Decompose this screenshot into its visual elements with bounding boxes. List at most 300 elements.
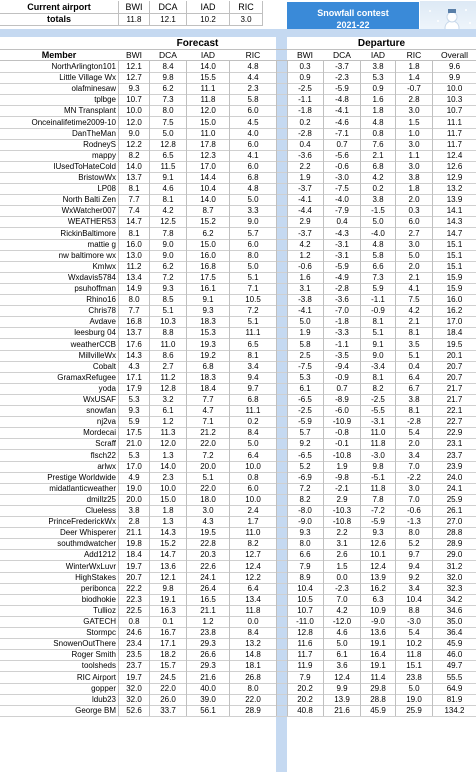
departure-bwi: -2.8 [298, 128, 312, 138]
forecast-bwi: 0.8 [128, 617, 140, 626]
departure-ric: 0.3 [408, 206, 420, 216]
forecast-dca: 19.1 [160, 594, 176, 604]
departure-iad: 12.6 [370, 539, 386, 549]
forecast-ric: 6.0 [247, 161, 259, 171]
table-row [0, 450, 476, 461]
forecast-ric: 12.4 [245, 561, 261, 571]
forecast-iad: 7.1 [202, 417, 214, 427]
table-row [0, 316, 476, 327]
departure-ric: 3.4 [408, 583, 420, 593]
departure-iad: 19.1 [370, 661, 386, 671]
forecast-ric: 5.0 [247, 261, 259, 271]
forecast-ric: 5.1 [247, 317, 259, 327]
departure-iad: 4.2 [372, 173, 384, 182]
forecast-ric: 10.5 [245, 295, 261, 305]
departure-bwi: 0.4 [299, 139, 311, 149]
member-name: yoda [98, 383, 116, 393]
member-name: gopper [91, 683, 116, 693]
total-bwi: 11.8 [126, 15, 142, 24]
member-name: Mordecai [83, 428, 116, 438]
departure-dca: -7.9 [335, 206, 349, 216]
table-row [0, 672, 476, 683]
member-name: North Balti Zen [62, 195, 116, 205]
departure-overall: 55.5 [446, 672, 463, 682]
column-gridline [186, 61, 187, 716]
forecast-ric: 6.4 [247, 583, 259, 593]
forecast-dca: 4.2 [162, 206, 174, 216]
departure-dca: 0.0 [336, 572, 348, 582]
forecast-iad: 26.6 [200, 650, 216, 660]
forecast-dca: 1.3 [162, 517, 174, 527]
forecast-bwi: 13.7 [126, 328, 142, 338]
table-row [0, 594, 476, 605]
departure-overall: 21.7 [446, 383, 463, 393]
departure-dca: -5.9 [335, 261, 349, 271]
forecast-ric: 2.4 [247, 506, 259, 515]
forecast-ric: 11.0 [245, 528, 261, 538]
departure-dca: -3.6 [335, 295, 349, 305]
forecast-ric: 8.0 [247, 250, 259, 260]
departure-dca: -3.0 [335, 173, 349, 182]
forecast-bwi: 22.3 [126, 594, 142, 604]
forecast-dca: 6.1 [162, 406, 174, 416]
forecast-iad: 3.0 [202, 506, 214, 515]
forecast-ric: 22.0 [245, 694, 261, 704]
departure-bwi: -7.5 [298, 361, 312, 371]
forecast-ric: 5.1 [247, 272, 259, 282]
departure-dca: -1.1 [335, 339, 349, 349]
forecast-dca: 10.3 [160, 317, 176, 327]
forecast-bwi: 7.4 [128, 206, 140, 216]
departure-dca: 2.6 [336, 550, 348, 560]
departure-bwi: 5.3 [299, 372, 311, 382]
departure-dca: 4.2 [336, 605, 348, 615]
departure-overall: 19.5 [446, 339, 463, 349]
forecast-dca: 1.8 [162, 506, 174, 515]
table-row [0, 272, 476, 283]
member-name: Rhino16 [86, 295, 116, 305]
member-name: midatlanticweather [49, 483, 116, 493]
forecast-bwi: 19.8 [126, 539, 142, 549]
departure-iad: 3.8 [372, 195, 384, 205]
departure-iad: -3.1 [371, 417, 385, 427]
departure-dca: 3.1 [336, 539, 348, 549]
table-row [0, 183, 476, 194]
member-name: snowfan [86, 406, 116, 416]
departure-overall: 15.1 [446, 239, 463, 249]
member-name: Avdave [89, 317, 116, 327]
forecast-ric: 5.8 [247, 95, 259, 105]
departure-overall: 20.1 [446, 350, 463, 360]
departure-overall: 12.9 [446, 173, 463, 182]
departure-iad: 9.0 [372, 350, 384, 360]
forecast-iad: 6.2 [202, 228, 214, 238]
departure-bwi: 12.8 [297, 628, 313, 638]
forecast-iad: 15.0 [200, 117, 216, 127]
forecast-iad: 56.1 [200, 705, 216, 715]
departure-overall: 13.2 [446, 184, 463, 194]
forecast-ric: 26.8 [245, 672, 261, 682]
forecast-ric: 8.2 [247, 539, 259, 549]
forecast-iad: 23.8 [200, 628, 216, 638]
departure-iad: 0.2 [372, 184, 384, 194]
table-row [0, 205, 476, 216]
departure-overall: 14.1 [446, 206, 463, 216]
forecast-bwi: 12.7 [126, 73, 142, 83]
forecast-iad: 10.4 [200, 184, 216, 194]
forecast-ric: 12.7 [245, 550, 261, 560]
forecast-bwi: 32.0 [126, 683, 142, 693]
forecast-bwi: 14.3 [126, 350, 142, 360]
forecast-dca: 7.3 [162, 95, 174, 105]
forecast-ric: 8.0 [247, 683, 259, 693]
departure-overall: 12.6 [446, 161, 463, 171]
table-row [0, 383, 476, 394]
column-gridline [323, 61, 324, 716]
departure-dca: -4.6 [335, 117, 349, 127]
departure-dca: -4.0 [335, 195, 349, 205]
departure-bwi: 7.9 [299, 561, 311, 571]
forecast-dca: 3.2 [162, 395, 174, 404]
departure-bwi: 40.8 [297, 705, 313, 715]
forecast-ric: 18.1 [245, 661, 261, 671]
forecast-bwi: 5.3 [128, 450, 140, 460]
forecast-dca: 1.3 [162, 450, 174, 460]
forecast-ric: 9.4 [247, 372, 259, 382]
departure-overall: 9.6 [448, 62, 461, 71]
forecast-dca: 12.5 [160, 217, 176, 227]
forecast-dca: 14.3 [160, 528, 176, 538]
departure-bwi: 11.9 [297, 661, 313, 671]
table-row [0, 405, 476, 416]
forecast-ric: 10.0 [245, 494, 261, 504]
forecast-ric: 4.5 [247, 117, 259, 127]
forecast-iad: 7.2 [202, 450, 214, 460]
departure-dca: -3.1 [335, 250, 349, 260]
departure-ric: 2.8 [408, 95, 420, 105]
member-name: psuhoffman [74, 284, 116, 293]
departure-overall: 12.4 [446, 150, 463, 160]
forecast-iad: 39.0 [200, 694, 216, 704]
departure-overall: 20.7 [446, 372, 463, 382]
forecast-dca: 11.5 [160, 161, 176, 171]
departure-dca: -10.3 [332, 506, 352, 515]
departure-bwi: -4.4 [298, 206, 312, 216]
departure-ric: 5.1 [408, 350, 420, 360]
departure-overall: 23.7 [446, 450, 463, 460]
departure-dca: -7.0 [335, 306, 349, 316]
table-row [0, 339, 476, 350]
forecast-bwi: 12.2 [126, 139, 142, 149]
member-name: nw baltimore wx [58, 250, 116, 260]
forecast-iad: 17.8 [200, 139, 216, 149]
departure-overall: 26.1 [446, 506, 463, 515]
forecast-dca: 8.0 [162, 106, 174, 116]
forecast-dca: 17.1 [160, 639, 176, 649]
departure-iad: 5.9 [372, 284, 384, 293]
forecast-ric: 8.1 [247, 350, 259, 360]
table-row [0, 605, 476, 616]
departure-dca: -0.9 [335, 372, 349, 382]
departure-iad: 10.1 [370, 550, 386, 560]
departure-iad: 4.8 [372, 239, 384, 249]
departure-overall: 23.1 [446, 439, 463, 449]
departure-overall: 24.0 [446, 472, 463, 482]
departure-ric: 3.5 [408, 339, 420, 349]
departure-overall: 24.1 [446, 483, 463, 493]
departure-ric: 5.4 [408, 628, 420, 638]
departure-ric: 1.0 [408, 128, 420, 138]
departure-overall: 21.7 [446, 395, 463, 404]
departure-bwi: -5.9 [298, 417, 312, 427]
member-name: GramaxRefugee [57, 372, 116, 382]
departure-ric: 11.8 [406, 650, 422, 660]
column-gridline [118, 61, 119, 716]
table-row [0, 394, 476, 405]
member-name: weatherCCB [70, 339, 116, 349]
departure-bwi: 5.8 [299, 339, 311, 349]
departure-ric: 7.0 [408, 461, 420, 471]
forecast-ric: 6.0 [247, 139, 259, 149]
forecast-iad: 15.3 [200, 328, 216, 338]
departure-iad: 16.2 [370, 583, 386, 593]
table-row [0, 161, 476, 172]
member-name: Kmlwx [92, 261, 116, 271]
departure-dca: 13.9 [334, 694, 350, 704]
forecast-iad: 17.5 [200, 272, 216, 282]
departure-ric: 8.1 [408, 328, 420, 338]
forecast-bwi: 12.0 [126, 117, 142, 127]
departure-iad: 0.8 [372, 128, 384, 138]
departure-dca: -0.8 [335, 428, 349, 438]
forecast-bwi: 10.7 [126, 95, 142, 105]
departure-ric: 1.1 [408, 150, 420, 160]
departure-iad: -9.0 [371, 617, 385, 626]
departure-ric: 9.2 [408, 572, 420, 582]
departure-ric: 7.5 [408, 295, 420, 305]
current-airport-label: Current airport [27, 2, 91, 12]
departure-ric: -1.3 [407, 517, 421, 527]
departure-iad: 5.1 [372, 328, 384, 338]
forecast-dca: 9.0 [162, 239, 174, 249]
departure-dca: -9.4 [335, 361, 349, 371]
member-name: BristowWx [78, 173, 116, 182]
departure-dca: -6.0 [335, 406, 349, 416]
departure-bwi: -4.1 [298, 306, 312, 316]
forecast-dca: 6.2 [162, 261, 174, 271]
departure-ric: 3.0 [408, 139, 420, 149]
column-gridline [149, 61, 150, 716]
member-name: WxUSAF [83, 395, 116, 404]
departure-dca: 7.0 [336, 594, 348, 604]
forecast-iad: 18.3 [200, 372, 216, 382]
departure-overall: 15.1 [446, 250, 463, 260]
forecast-dca: 9.3 [162, 284, 174, 293]
member-name: flsch22 [90, 450, 116, 460]
forecast-ric: 8.4 [247, 628, 259, 638]
departure-bwi: -0.6 [298, 261, 312, 271]
departure-ric: 1.4 [408, 73, 420, 83]
departure-iad: 8.1 [372, 317, 384, 327]
departure-dca: -7.1 [335, 128, 349, 138]
forecast-ric: 2.3 [247, 84, 259, 94]
forecast-dca: 8.1 [162, 195, 174, 205]
departure-iad: 7.8 [372, 494, 384, 504]
member-name: Scraff [95, 439, 116, 449]
forecast-dca: 22.0 [160, 683, 176, 693]
departure-overall: 22.1 [446, 406, 463, 416]
forecast-dca: 24.5 [160, 672, 176, 682]
forecast-dca: 12.8 [160, 139, 176, 149]
forecast-iad: 6.8 [202, 361, 214, 371]
forecast-iad: 9.1 [202, 295, 214, 305]
departure-ric: 2.1 [408, 272, 420, 282]
departure-ric: 3.8 [408, 173, 420, 182]
departure-bwi: 2.5 [299, 350, 311, 360]
forecast-iad: 14.4 [200, 173, 216, 182]
table-row [0, 239, 476, 250]
departure-ric: 10.4 [406, 594, 422, 604]
departure-overall: 15.1 [446, 261, 463, 271]
departure-ric: 10.2 [406, 639, 422, 649]
member-name: MN Transplant [63, 106, 116, 116]
departure-overall: 14.7 [446, 228, 463, 238]
member-name: SnowenOutThere [53, 639, 116, 649]
forecast-ric: 4.8 [247, 62, 259, 71]
banner-season: 2021-22 [336, 19, 370, 30]
departure-dca: -2.3 [335, 73, 349, 83]
table-row [0, 660, 476, 671]
departure-ric: 9.7 [408, 550, 420, 560]
forecast-ric: 3.4 [247, 361, 259, 371]
forecast-bwi: 19.7 [126, 561, 142, 571]
forecast-ric: 28.9 [245, 705, 261, 715]
forecast-iad: 8.7 [202, 206, 214, 216]
departure-iad: 1.6 [372, 95, 384, 105]
departure-iad: -3.0 [371, 450, 385, 460]
table-row [0, 694, 476, 705]
table-row [0, 294, 476, 305]
departure-bwi: -2.5 [298, 406, 312, 416]
departure-ric: 1.8 [408, 62, 420, 71]
table-row [0, 83, 476, 94]
forecast-bwi: 8.1 [128, 184, 140, 194]
forecast-ric: 6.4 [247, 450, 259, 460]
forecast-bwi: 13.0 [126, 250, 142, 260]
departure-bwi: 8.9 [299, 572, 311, 582]
departure-ric: 2.0 [408, 261, 420, 271]
departure-iad: 13.9 [370, 572, 386, 582]
member-name: mappy [91, 150, 116, 160]
departure-ric: -2.2 [407, 472, 421, 482]
departure-ric: 5.0 [408, 250, 420, 260]
forecast-bwi: 2.8 [128, 517, 140, 527]
departure-ric: 7.0 [408, 494, 420, 504]
forecast-dca: 12.8 [160, 383, 176, 393]
forecast-ric: 9.7 [247, 383, 259, 393]
departure-dca: -5.6 [335, 150, 349, 160]
forecast-dca: 4.6 [162, 184, 174, 194]
departure-bwi: 7.9 [299, 672, 311, 682]
forecast-iad: 21.1 [200, 605, 216, 615]
departure-dca: -4.8 [335, 95, 349, 105]
forecast-iad: 22.8 [200, 539, 216, 549]
forecast-ric: 9.0 [247, 217, 259, 227]
forecast-bwi: 17.6 [126, 339, 142, 349]
departure-ric: 3.0 [408, 106, 420, 116]
column-gridline [395, 61, 396, 716]
forecast-dca: 6.2 [162, 84, 174, 94]
departure-iad: 9.3 [372, 528, 384, 538]
forecast-iad: 24.1 [200, 572, 216, 582]
forecast-dca: 5.0 [162, 128, 174, 138]
departure-dca: -0.6 [335, 161, 349, 171]
forecast-ric: 4.0 [247, 128, 259, 138]
table-row [0, 261, 476, 272]
member-name: HighStakes [75, 572, 116, 582]
forecast-dca: 13.6 [160, 561, 176, 571]
forecast-iad: 9.3 [202, 306, 214, 316]
departure-iad: 2.1 [372, 150, 384, 160]
airport-header-ric: RIC [238, 2, 254, 12]
departure-dca: -2.1 [335, 483, 349, 493]
departure-bwi: 7.2 [299, 483, 311, 493]
forecast-col-ric: RIC [245, 50, 261, 60]
member-name: biodhokie [81, 594, 116, 604]
departure-iad: 8.1 [372, 372, 384, 382]
table-row [0, 150, 476, 161]
departure-dca: -7.5 [335, 184, 349, 194]
departure-iad: 5.0 [372, 217, 384, 227]
departure-dca: -10.8 [332, 450, 352, 460]
departure-bwi: -1.1 [298, 95, 312, 105]
departure-dca: 3.6 [336, 661, 348, 671]
departure-overall: 10.3 [446, 95, 463, 105]
departure-bwi: 6.1 [299, 383, 311, 393]
forecast-bwi: 13.7 [126, 173, 142, 182]
departure-iad: -7.2 [371, 506, 385, 515]
forecast-iad: 26.4 [200, 583, 216, 593]
departure-bwi: -3.7 [298, 228, 312, 238]
forecast-bwi: 8.2 [128, 150, 140, 160]
forecast-iad: 15.5 [200, 73, 216, 83]
departure-bwi: 9.3 [299, 528, 311, 538]
departure-iad: -4.0 [371, 228, 385, 238]
table-row [0, 416, 476, 427]
member-name: Wxdavis5784 [67, 272, 116, 282]
departure-dca: 0.4 [336, 217, 348, 227]
forecast-bwi: 22.5 [126, 605, 142, 615]
member-name: RickinBaltimore [60, 228, 116, 238]
forecast-iad: 1.2 [202, 617, 214, 626]
forecast-bwi: 24.6 [126, 628, 142, 638]
forecast-iad: 20.3 [200, 550, 216, 560]
member-name: WEATHER53 [67, 217, 116, 227]
table-row [0, 327, 476, 338]
departure-bwi: -8.0 [298, 506, 312, 515]
table-row [0, 516, 476, 527]
member-name: Chris78 [88, 306, 116, 316]
forecast-ric: 6.8 [247, 173, 259, 182]
forecast-ric: 6.8 [247, 395, 259, 404]
departure-bwi: -11.0 [296, 617, 314, 626]
departure-iad: 5.3 [372, 73, 384, 83]
departure-iad: 11.8 [370, 483, 386, 493]
table-row [0, 139, 476, 150]
departure-overall: 9.9 [448, 73, 461, 83]
forecast-iad: 12.0 [200, 106, 216, 116]
departure-overall: 18.4 [446, 328, 463, 338]
